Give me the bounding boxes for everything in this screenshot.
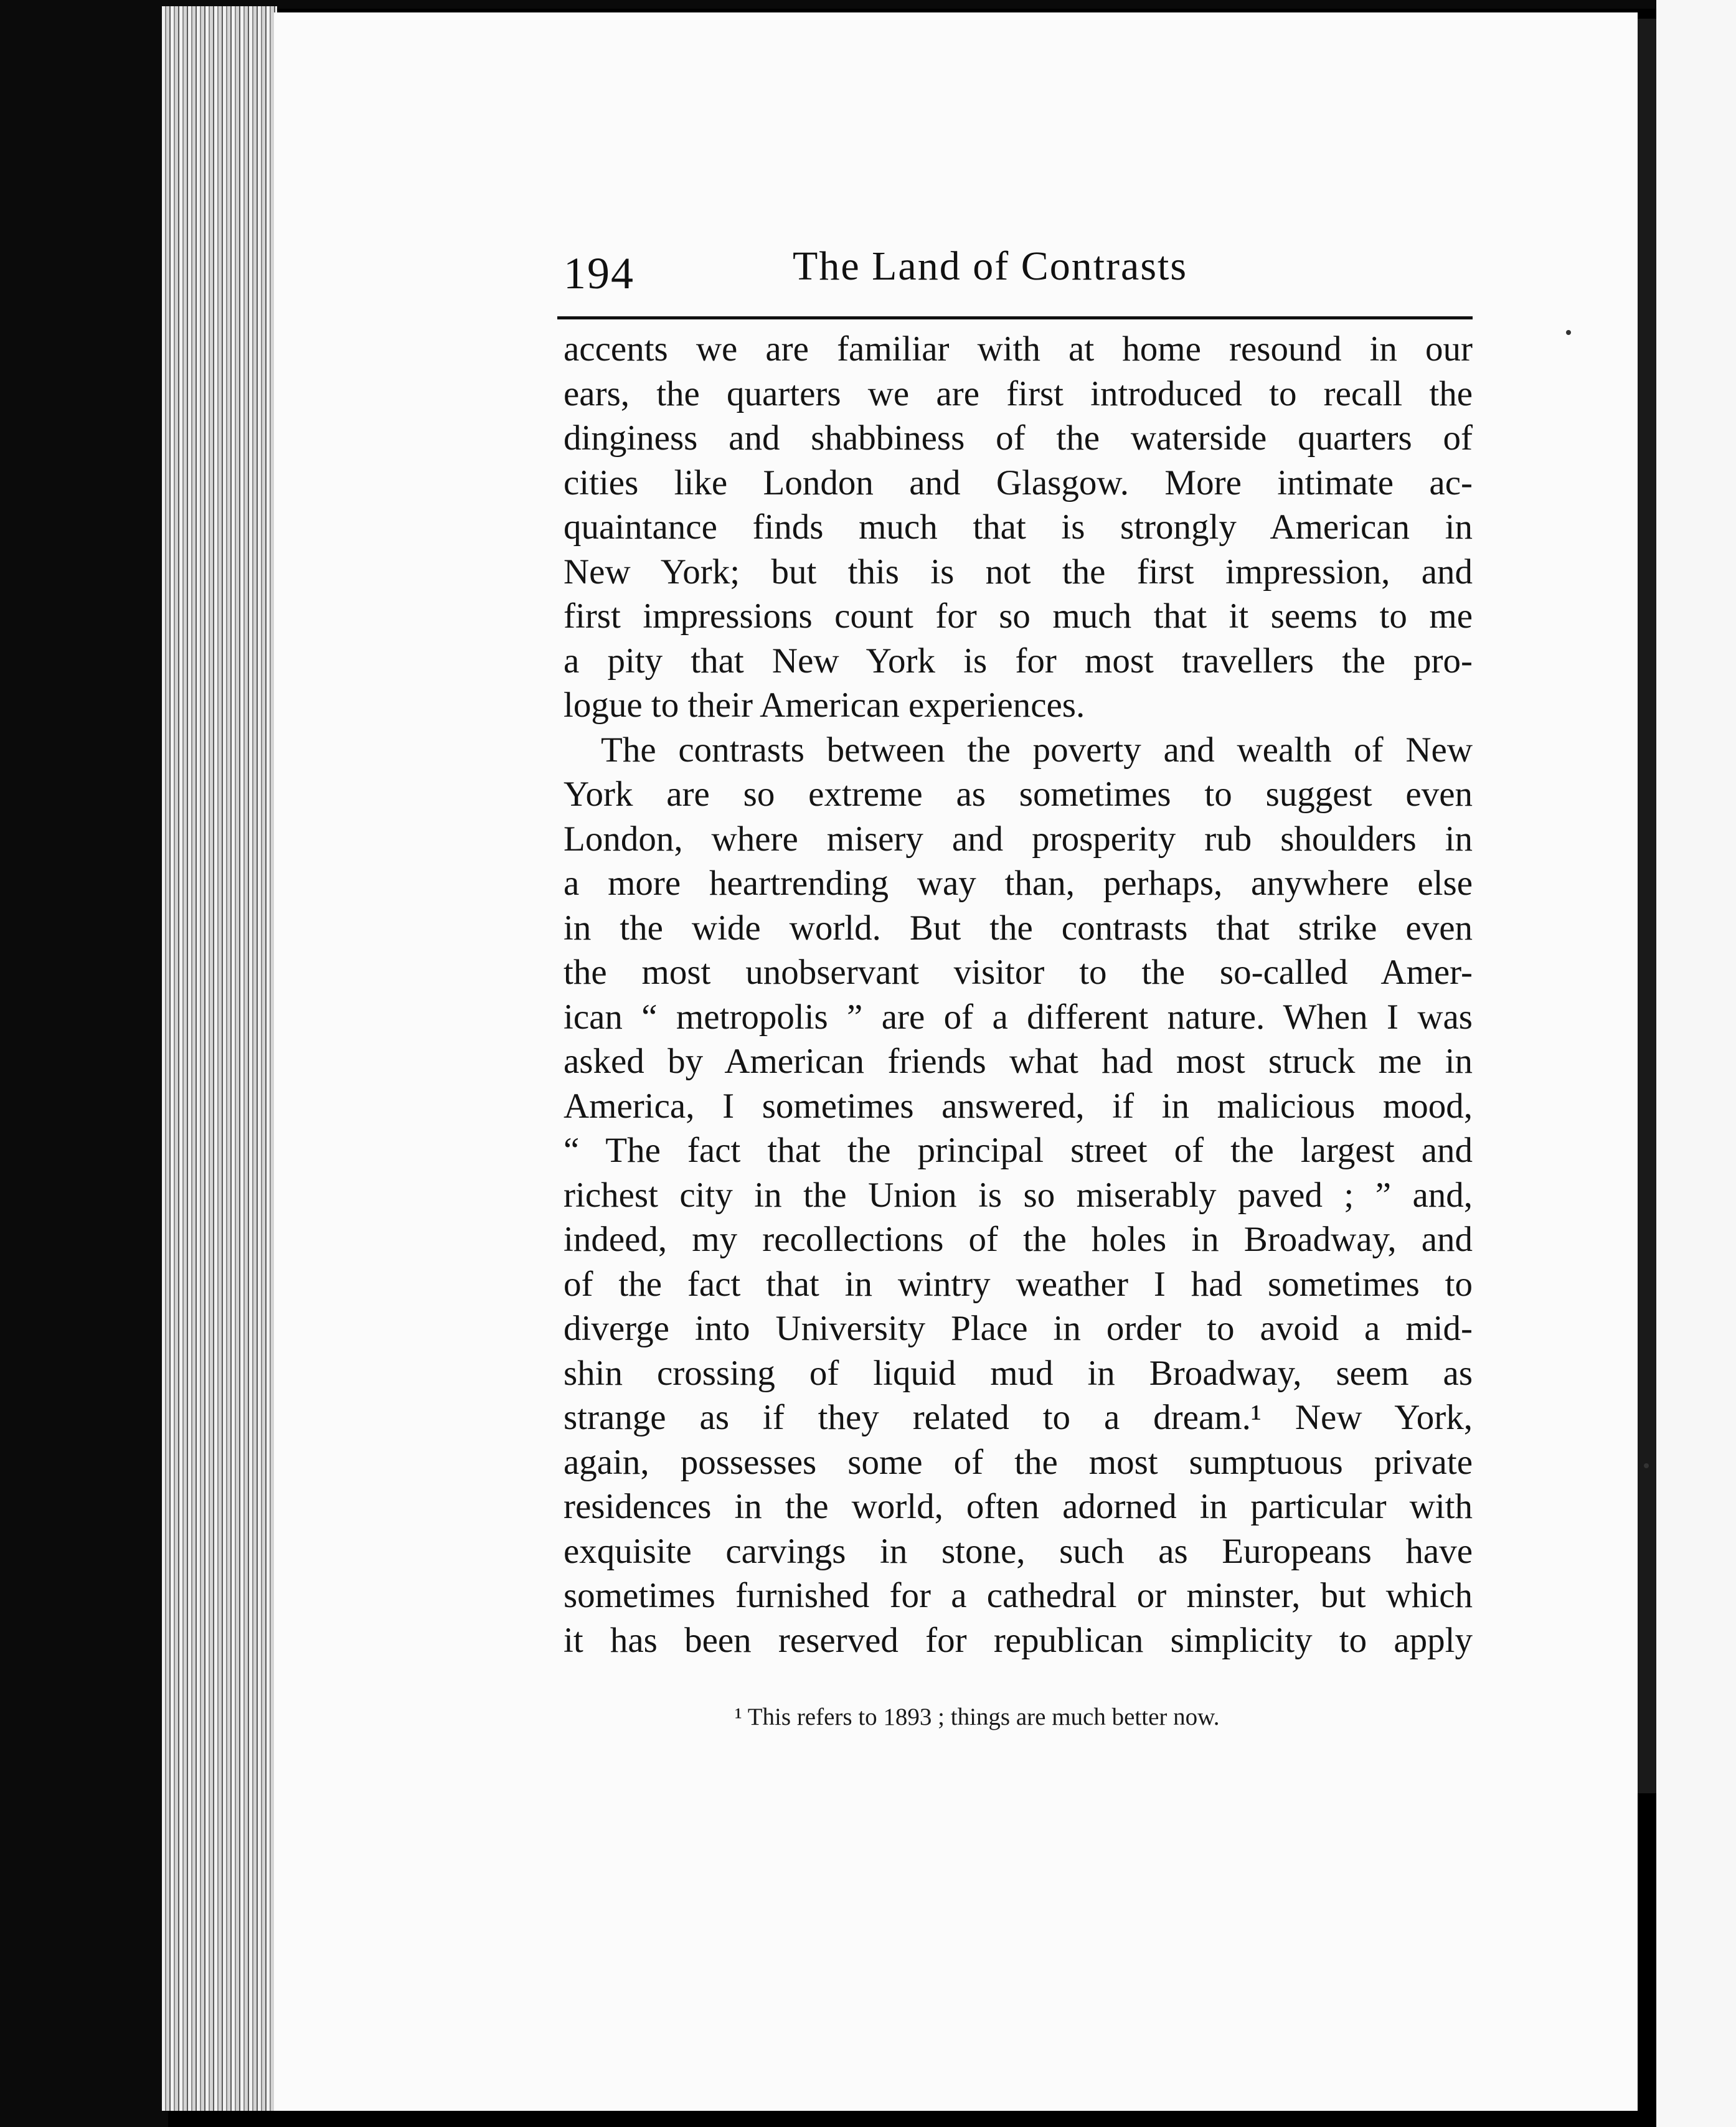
- body-text: [564, 327, 1473, 1662]
- scan-left-edge: [0, 0, 168, 2127]
- scan-speck: [1644, 1463, 1649, 1468]
- text-line: ears, the quarters we are first introduced to recall the: [564, 374, 1473, 413]
- text-line: quaintance finds much that is strongly American in: [564, 507, 1473, 547]
- text-line: America, I sometimes answered, if in malicious mood,: [564, 1086, 1473, 1126]
- text-line: again, possesses some of the most sumptuous private: [564, 1442, 1473, 1482]
- text-line: richest city in the Union is so miserably paved ; ” and,: [564, 1175, 1473, 1215]
- page-number: 194: [564, 248, 634, 298]
- text-line: residences in the world, often adorned in particular with: [564, 1487, 1473, 1526]
- text-line: London, where misery and prosperity rub shoulders in: [564, 819, 1473, 859]
- footnote: ¹ This refers to 1893 ; things are much better now.: [735, 1704, 1220, 1730]
- text-line: exquisite carvings in stone, such as Europeans have: [564, 1531, 1473, 1571]
- scan-speck: [1566, 330, 1571, 335]
- text-line: “ The fact that the principal street of the largest and: [564, 1131, 1473, 1170]
- text-line: logue to their American experiences.: [564, 686, 1085, 725]
- paragraph-start-line: The contrasts between the poverty and wealth of New: [601, 730, 1473, 770]
- text-line: it has been reserved for republican simplicity to apply: [564, 1620, 1473, 1660]
- text-line: diverge into University Place in order to avoid a mid-: [564, 1309, 1473, 1348]
- text-line: cities like London and Glasgow. More intimate ac-: [564, 463, 1473, 502]
- page-edge-stack: [162, 6, 277, 2111]
- text-line: a more heartrending way than, perhaps, anywhere else: [564, 864, 1473, 903]
- text-line: dinginess and shabbiness of the waterside quarters of: [564, 418, 1473, 458]
- text-line: the most unobservant visitor to the so-called Amer-: [564, 953, 1473, 992]
- text-line: a pity that New York is for most travellers the pro-: [564, 641, 1473, 681]
- scan-right-edge: [1638, 19, 1656, 1793]
- text-line: ican “ metropolis ” are of a different nature. When I was: [564, 997, 1473, 1037]
- text-line: New York; but this is not the first impression, and: [564, 552, 1473, 592]
- running-title: The Land of Contrasts: [793, 243, 1188, 289]
- text-line: asked by American friends what had most struck me in: [564, 1042, 1473, 1081]
- running-head: [564, 237, 1473, 311]
- text-line: York are so extreme as sometimes to suggest even: [564, 775, 1473, 814]
- text-line: sometimes furnished for a cathedral or minster, but which: [564, 1576, 1473, 1615]
- text-line: in the wide world. But the contrasts that strike even: [564, 908, 1473, 948]
- scan-right-gutter: [1656, 0, 1736, 2127]
- text-line: shin crossing of liquid mud in Broadway, seem as: [564, 1353, 1473, 1393]
- text-line: strange as if they related to a dream.¹ New York,: [564, 1398, 1473, 1437]
- text-line: accents we are familiar with at home resound in our: [564, 329, 1473, 369]
- text-line: first impressions count for so much that it seems to me: [564, 597, 1473, 636]
- text-line: indeed, my recollections of the holes in Broadway, and: [564, 1220, 1473, 1259]
- text-line: of the fact that in wintry weather I had sometimes to: [564, 1264, 1473, 1304]
- header-rule: [557, 316, 1473, 319]
